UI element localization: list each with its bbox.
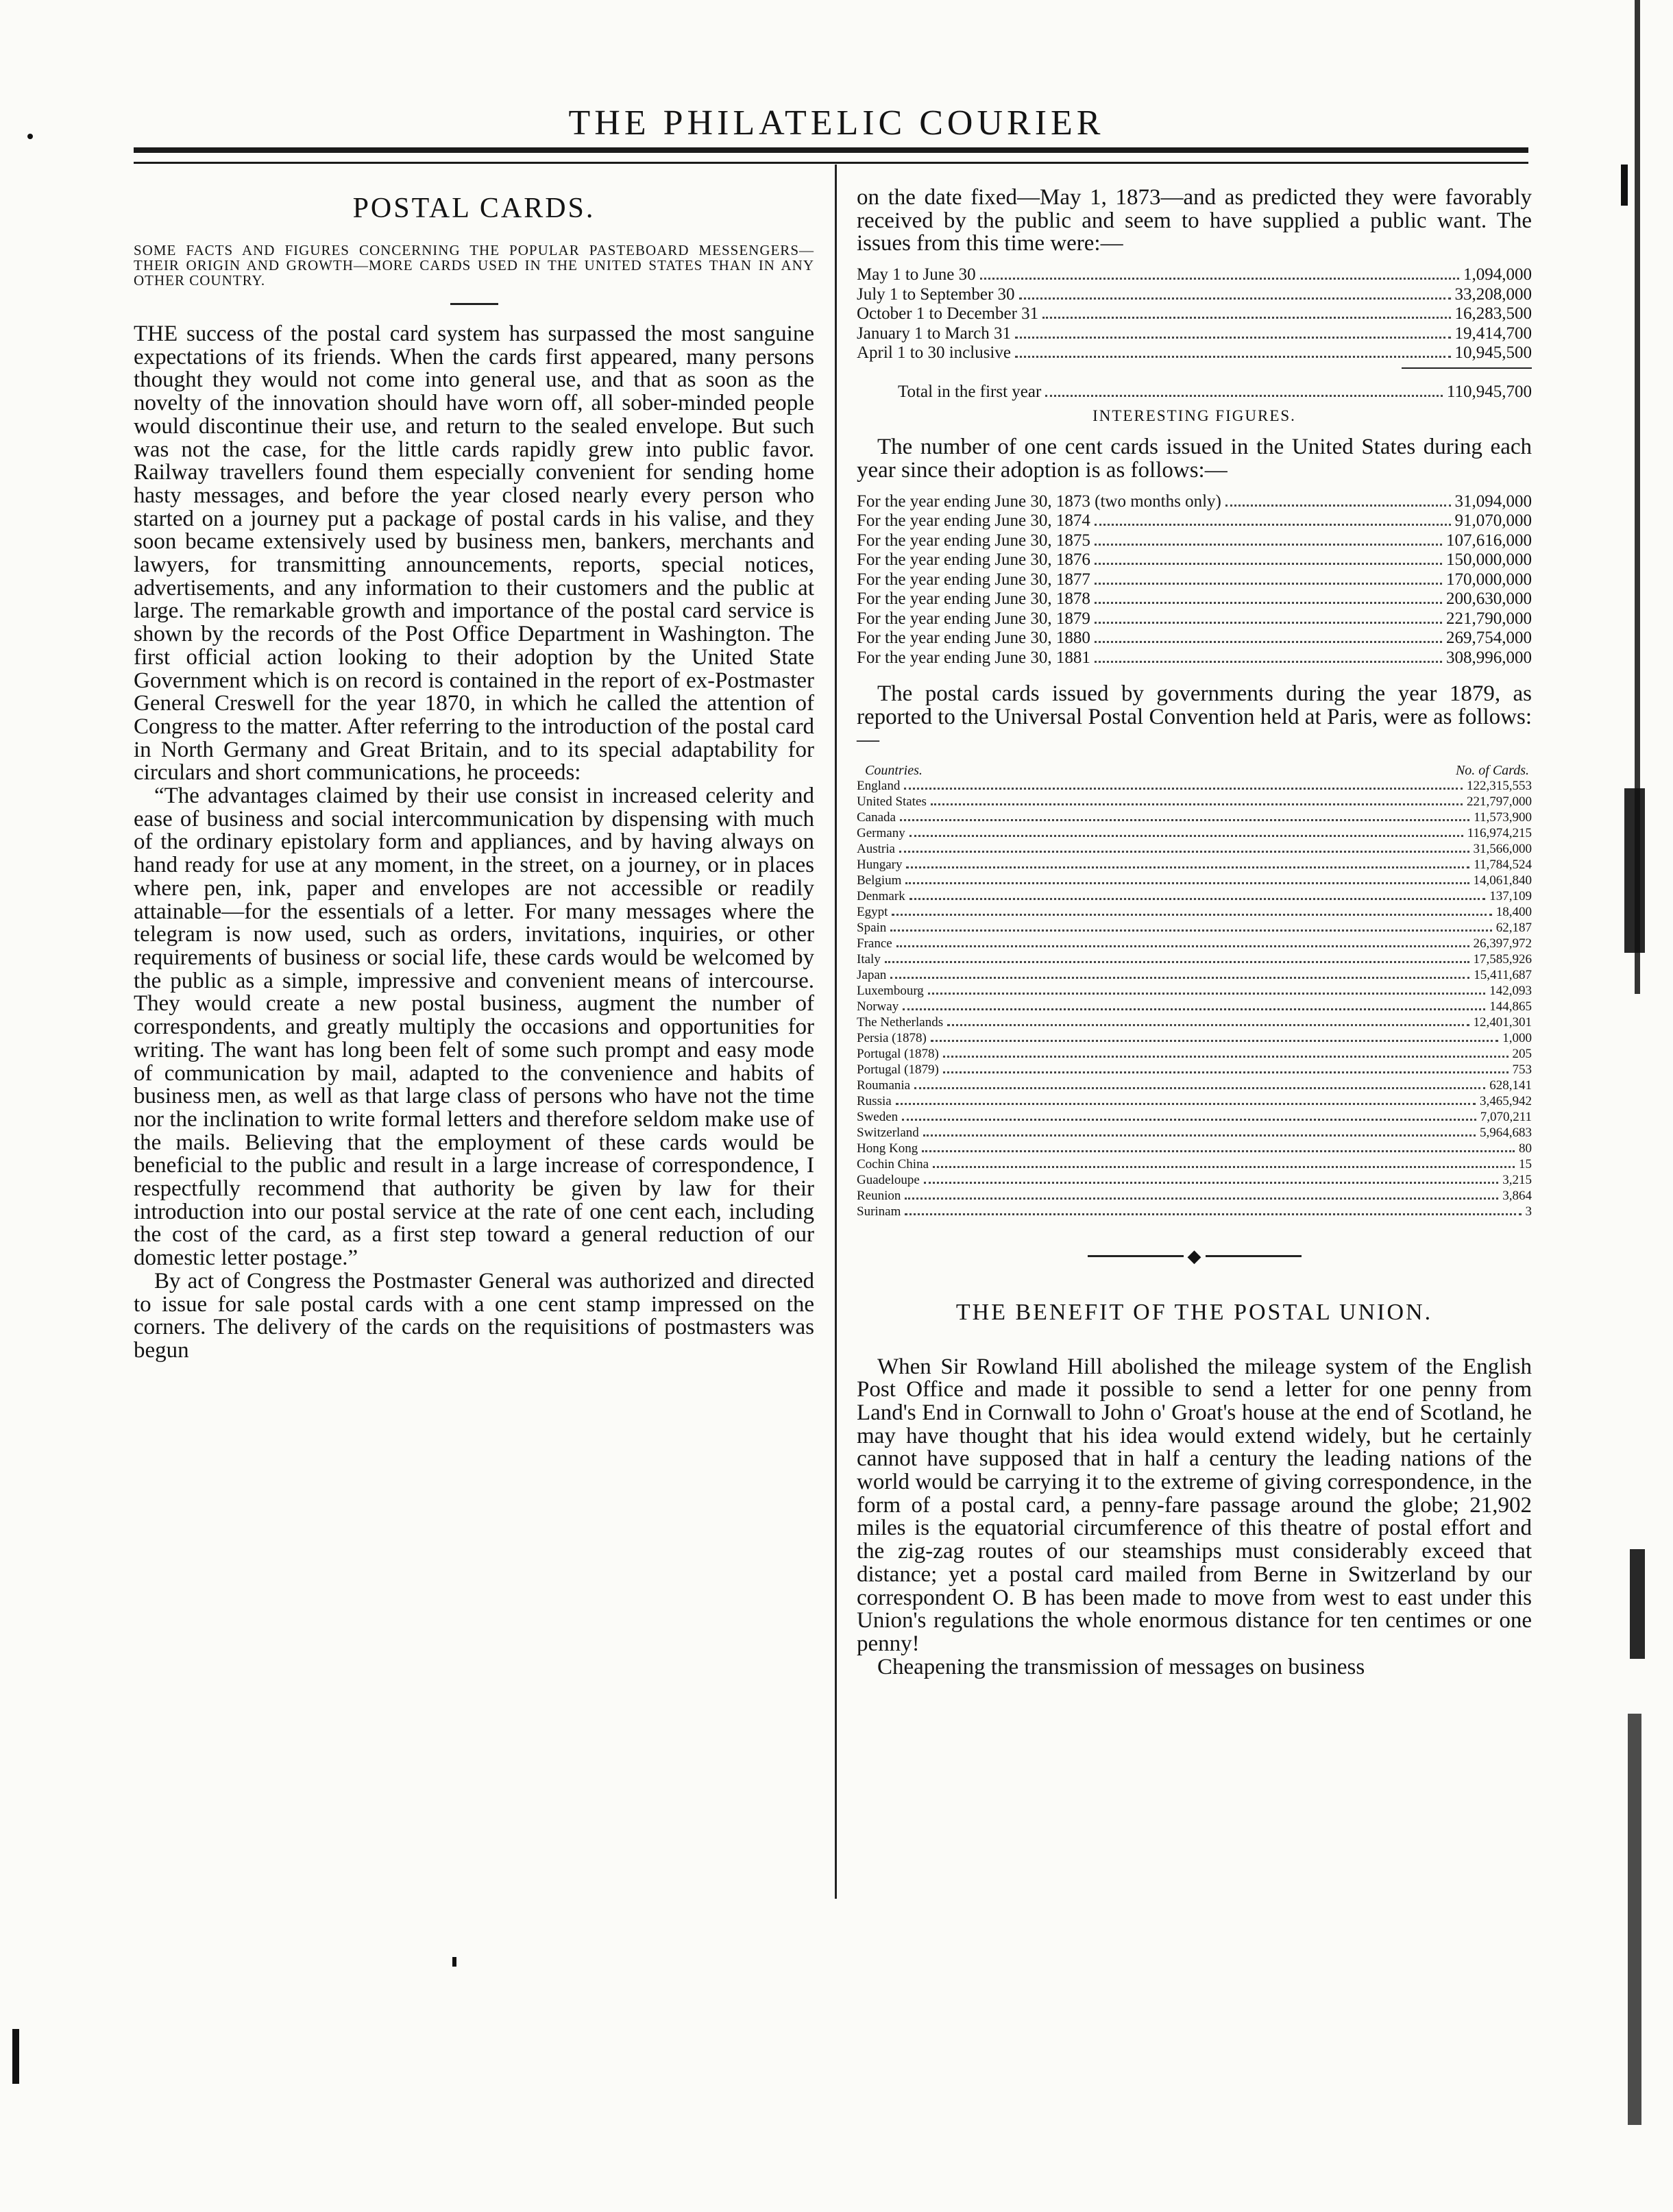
- table-row: [857, 826, 1532, 842]
- table-row: [857, 999, 1532, 1015]
- row-label: For the year ending June 30, 1880: [857, 629, 1090, 648]
- table-row: [857, 952, 1532, 968]
- row-label: For the year ending June 30, 1879: [857, 609, 1090, 628]
- sum-rule: [1402, 367, 1532, 369]
- row-value: 5,964,683: [1480, 1125, 1532, 1140]
- scan-dot: [452, 1957, 456, 1967]
- table-row: [857, 1157, 1532, 1173]
- table-row: [857, 629, 1532, 648]
- table-row: [857, 492, 1532, 512]
- row-value: 17,585,926: [1473, 951, 1532, 967]
- row-label: April 1 to 30 inclusive: [857, 343, 1011, 363]
- table-row: [857, 794, 1532, 810]
- row-value: 18,400: [1495, 904, 1532, 919]
- row-value: 11,784,524: [1474, 857, 1532, 872]
- table-row: [857, 265, 1532, 285]
- row-value: 91,070,000: [1454, 511, 1532, 531]
- row-label: For the year ending June 30, 1873 (two months only): [857, 491, 1221, 511]
- table-row: [857, 1078, 1532, 1094]
- table-row: [857, 1094, 1532, 1110]
- row-value: 1,000: [1502, 1030, 1532, 1045]
- total-value: 110,945,700: [1446, 382, 1532, 401]
- table-row: [857, 1204, 1532, 1220]
- scan-edge: [1628, 1714, 1641, 2125]
- table-row: [857, 511, 1532, 531]
- paragraph: By act of Congress the Postmaster General was authorized and directed to issue for sale postal cards with a one cent stamp impressed on the corners. The delivery of the cards on the requisitions of postmasters was begun: [134, 1268, 814, 1363]
- header-cards: No. of Cards.: [1455, 763, 1529, 779]
- table-row: [857, 285, 1532, 305]
- row-label: For the year ending June 30, 1875: [857, 531, 1090, 550]
- title-rule: [450, 303, 498, 305]
- row-value: 1,094,000: [1463, 265, 1532, 284]
- paragraph-quote: “The advantages claimed by their use consist in increased celerity and ease of business and social intercommunication by dispensing with much of the ordinary epistolary form and appliances, and by having always on hand ready for use at any moment, in the street, on a journey, or in places where pen, ink, paper and envelopes are not accessible or readily attainable—for the essentials of a letter. For many messages where the telegram is now used, such as orders, invitations, inquiries, or other requirements of business or social life, these cards would be welcomed by the public as a simple, impressive and convenient means of intercourse. They would create a new postal business, augment the number of correspondents, and greatly multiply the occasions and opportunities for writing. The want has long been felt of some such prompt and easy mode of communication by mail, adapted to the convenience and habits of business men, as well as that large class of persons who have not the time nor the inclination to write formal letters and therefore seldom make use of the mails. Believing that the employment of these cards would be beneficial to the public and result in a large increase of correspondence, I respectfully recommend that authority be given by law for their introduction into our postal service at the rate of one cent each, including the cost of the card, as a first step toward a general reduction of our domestic letter postage.”: [134, 783, 814, 1271]
- row-value: 7,070,211: [1480, 1109, 1532, 1124]
- row-label: Roumania: [857, 1078, 911, 1093]
- table-row: [857, 1062, 1532, 1078]
- article-subhead: SOME FACTS AND FIGURES CONCERNING THE POPULAR PASTEBOARD MESSENGERS—THEIR ORIGIN AND GROWTH—MORE CARDS USED IN THE UNITED STATES THAN IN ANY OTHER COUNTRY.: [134, 242, 814, 289]
- row-value: 116,974,215: [1467, 825, 1532, 840]
- row-value: 308,996,000: [1446, 648, 1532, 667]
- row-label: Denmark: [857, 888, 905, 903]
- row-label: Austria: [857, 841, 895, 856]
- paragraph: on the date fixed—May 1, 1873—and as predicted they were favorably received by the public and seem to have supplied a public want. The issues from this time were:—: [857, 185, 1532, 256]
- column-divider: [835, 165, 837, 1899]
- row-label: Canada: [857, 810, 896, 825]
- row-label: Italy: [857, 951, 881, 967]
- paragraph: The postal cards issued by governments during the year 1879, as reported to the Universal Postal Convention held at Paris, were as follows:—: [857, 681, 1532, 753]
- total-row: [857, 382, 1532, 402]
- row-value: 10,945,500: [1454, 343, 1532, 363]
- row-value: 80: [1519, 1141, 1532, 1156]
- row-value: 753: [1512, 1062, 1532, 1077]
- right-column: [857, 186, 1532, 1679]
- article-title: POSTAL CARDS.: [352, 193, 596, 224]
- scan-mark: [1621, 165, 1628, 206]
- total-label: Total in the first year: [898, 382, 1042, 401]
- table-row: [857, 609, 1532, 629]
- table-row: [857, 858, 1532, 873]
- row-label: Spain: [857, 920, 887, 935]
- row-label: For the year ending June 30, 1878: [857, 590, 1090, 609]
- row-label: May 1 to June 30: [857, 265, 976, 284]
- row-value: 170,000,000: [1446, 570, 1532, 589]
- section-heading: INTERESTING FIGURES.: [1092, 407, 1296, 425]
- row-value: 3: [1525, 1204, 1532, 1219]
- row-value: 15: [1519, 1156, 1532, 1171]
- table-row: [857, 570, 1532, 590]
- table-row: [857, 936, 1532, 952]
- paragraph: When Sir Rowland Hill abolished the mileage system of the English Post Office and made it possible to send a letter for one penny from Land's End in Cornwall to John o' Groat's house at the end of Scotland, he may have thought that his idea would extend widely, but he certainly cannot have supposed that in half a century the leading nations of the world would be carrying it to the extreme of giving correspondence, in the form of a postal card, a penny-fare passage around the globe; 21,902 miles is the equatorial circumference of this theatre of postal effort and the zig-zag routes of our steamships must considerably exceed that distance; yet a postal card mailed from Berne in Switzerland by our correspondent O. B has been made to move from west to east under this Union's regulations the whole enormous distance for ten centimes or one penny!: [857, 1354, 1532, 1656]
- row-label: Japan: [857, 967, 887, 982]
- scan-dot: [27, 134, 33, 139]
- table-row: [857, 550, 1532, 570]
- row-label: Germany: [857, 825, 905, 840]
- row-value: 15,411,687: [1474, 967, 1532, 982]
- table-row: [857, 304, 1532, 324]
- row-value: 142,093: [1489, 983, 1532, 998]
- countries-table: [857, 763, 1532, 1219]
- row-value: 221,790,000: [1446, 609, 1532, 628]
- table-row: [857, 968, 1532, 984]
- table-row: [857, 648, 1532, 668]
- table-row: [857, 1173, 1532, 1189]
- row-label: Belgium: [857, 873, 902, 888]
- table-row: [857, 889, 1532, 905]
- row-label: Switzerland: [857, 1125, 919, 1140]
- row-value: 62,187: [1495, 920, 1532, 935]
- table-row: [857, 1189, 1532, 1204]
- row-label: For the year ending June 30, 1874: [857, 511, 1090, 531]
- table-row: [857, 921, 1532, 936]
- row-label: Luxembourg: [857, 983, 924, 998]
- row-label: Cochin China: [857, 1156, 929, 1171]
- row-label: For the year ending June 30, 1881: [857, 648, 1090, 667]
- table-row: [857, 324, 1532, 344]
- table-row: [857, 1141, 1532, 1157]
- row-label: Hungary: [857, 857, 903, 872]
- scan-blot: [1624, 788, 1645, 953]
- paragraph: THE success of the postal card system has surpassed the most sanguine expectations of its friends. When the cards first appeared, many persons thought they would not come into general use, and that as soon as the novelty of the innovation should have worn off, all sober-minded people would discontinue their use, and return to the sealed envelope. But such was not the case, for the little cards rapidly grew into public favor. Railway travellers found them especially convenient for sending home hasty messages, and before the year closed nearly every person who started on a journey put a package of postal cards in his valise, and they soon became extensively used by business men, bankers, merchants and lawyers, for transmitting announcements, reports, special notices, advertisements, and any information to their customers and the public at large. The remarkable growth and importance of the postal card service is shown by the records of the Post Office Department in Washington. The first official action looking to their adoption by the United State Government which is on record is contained in the report of ex-Postmaster General Creswell for the year 1870, in which he called the attention of Congress to the matter. After referring to the introduction of the postal card in North Germany and Great Britain, and to its special adaptability for circulars and short communications, he proceeds:: [134, 321, 814, 786]
- row-value: 628,141: [1489, 1078, 1532, 1093]
- row-label: Portugal (1878): [857, 1046, 939, 1061]
- table-row: [857, 1031, 1532, 1047]
- row-value: 16,283,500: [1454, 304, 1532, 324]
- row-label: Portugal (1879): [857, 1062, 939, 1077]
- table-row: [857, 531, 1532, 551]
- paragraph: Cheapening the transmission of messages on business: [877, 1654, 1365, 1679]
- row-label: For the year ending June 30, 1876: [857, 550, 1090, 570]
- table-row: [857, 905, 1532, 921]
- row-value: 31,094,000: [1454, 491, 1532, 511]
- table-header: [857, 763, 1532, 778]
- table-row: [857, 810, 1532, 826]
- row-label: July 1 to September 30: [857, 284, 1015, 304]
- table-row: [857, 1126, 1532, 1141]
- section-ornament: [857, 1245, 1532, 1266]
- row-label: Sweden: [857, 1109, 899, 1124]
- row-label: England: [857, 778, 901, 793]
- row-label: Russia: [857, 1093, 892, 1108]
- table-row: [857, 984, 1532, 999]
- row-value: 150,000,000: [1446, 550, 1532, 570]
- row-label: France: [857, 936, 892, 951]
- row-label: Surinam: [857, 1204, 901, 1219]
- scan-blot: [1630, 1549, 1645, 1659]
- table-row: [857, 842, 1532, 858]
- row-value: 144,865: [1489, 999, 1532, 1014]
- row-value: 200,630,000: [1446, 590, 1532, 609]
- row-value: 11,573,900: [1474, 810, 1532, 825]
- header-countries: Countries.: [865, 763, 923, 779]
- row-label: Norway: [857, 999, 899, 1014]
- row-value: 221,797,000: [1467, 794, 1532, 809]
- row-label: Egypt: [857, 904, 888, 919]
- table-row: [857, 343, 1532, 363]
- table-row: [857, 1110, 1532, 1126]
- row-value: 26,397,972: [1473, 936, 1532, 951]
- row-value: 12,401,301: [1473, 1014, 1532, 1030]
- ornament-icon: ◆: [1187, 1245, 1201, 1266]
- table-row: [857, 590, 1532, 609]
- row-label: Hong Kong: [857, 1141, 918, 1156]
- masthead-rule: [134, 147, 1528, 153]
- table-row: [857, 873, 1532, 889]
- row-value: 107,616,000: [1446, 531, 1532, 550]
- row-label: United States: [857, 794, 927, 809]
- row-value: 14,061,840: [1473, 873, 1532, 888]
- row-value: 3,864: [1502, 1188, 1532, 1203]
- issues-table: [857, 265, 1532, 402]
- masthead-rule-thin: [134, 162, 1528, 164]
- scan-mark: [12, 2029, 19, 2084]
- row-value: 19,414,700: [1454, 324, 1532, 343]
- table-row: [857, 1015, 1532, 1031]
- row-value: 205: [1512, 1046, 1532, 1061]
- row-label: For the year ending June 30, 1877: [857, 570, 1090, 589]
- row-value: 122,315,553: [1467, 778, 1532, 793]
- paragraph: The number of one cent cards issued in the United States during each year since their adoption is as follows:—: [857, 435, 1532, 483]
- table-row: [857, 1047, 1532, 1062]
- yearly-table: [857, 492, 1532, 668]
- masthead: THE PHILATELIC COURIER: [568, 104, 1105, 143]
- row-label: Guadeloupe: [857, 1172, 920, 1187]
- left-column: [134, 186, 814, 1363]
- row-value: 137,109: [1489, 888, 1532, 903]
- row-value: 269,754,000: [1446, 629, 1532, 648]
- row-label: January 1 to March 31: [857, 324, 1011, 343]
- table-row: [857, 779, 1532, 794]
- row-value: 33,208,000: [1454, 284, 1532, 304]
- row-label: Reunion: [857, 1188, 901, 1203]
- row-label: October 1 to December 31: [857, 304, 1039, 324]
- row-value: 31,566,000: [1473, 841, 1532, 856]
- row-value: 3,215: [1502, 1172, 1532, 1187]
- row-label: The Netherlands: [857, 1014, 944, 1030]
- section-title: THE BENEFIT OF THE POSTAL UNION.: [955, 1299, 1433, 1325]
- row-value: 3,465,942: [1480, 1093, 1532, 1108]
- row-label: Persia (1878): [857, 1030, 927, 1045]
